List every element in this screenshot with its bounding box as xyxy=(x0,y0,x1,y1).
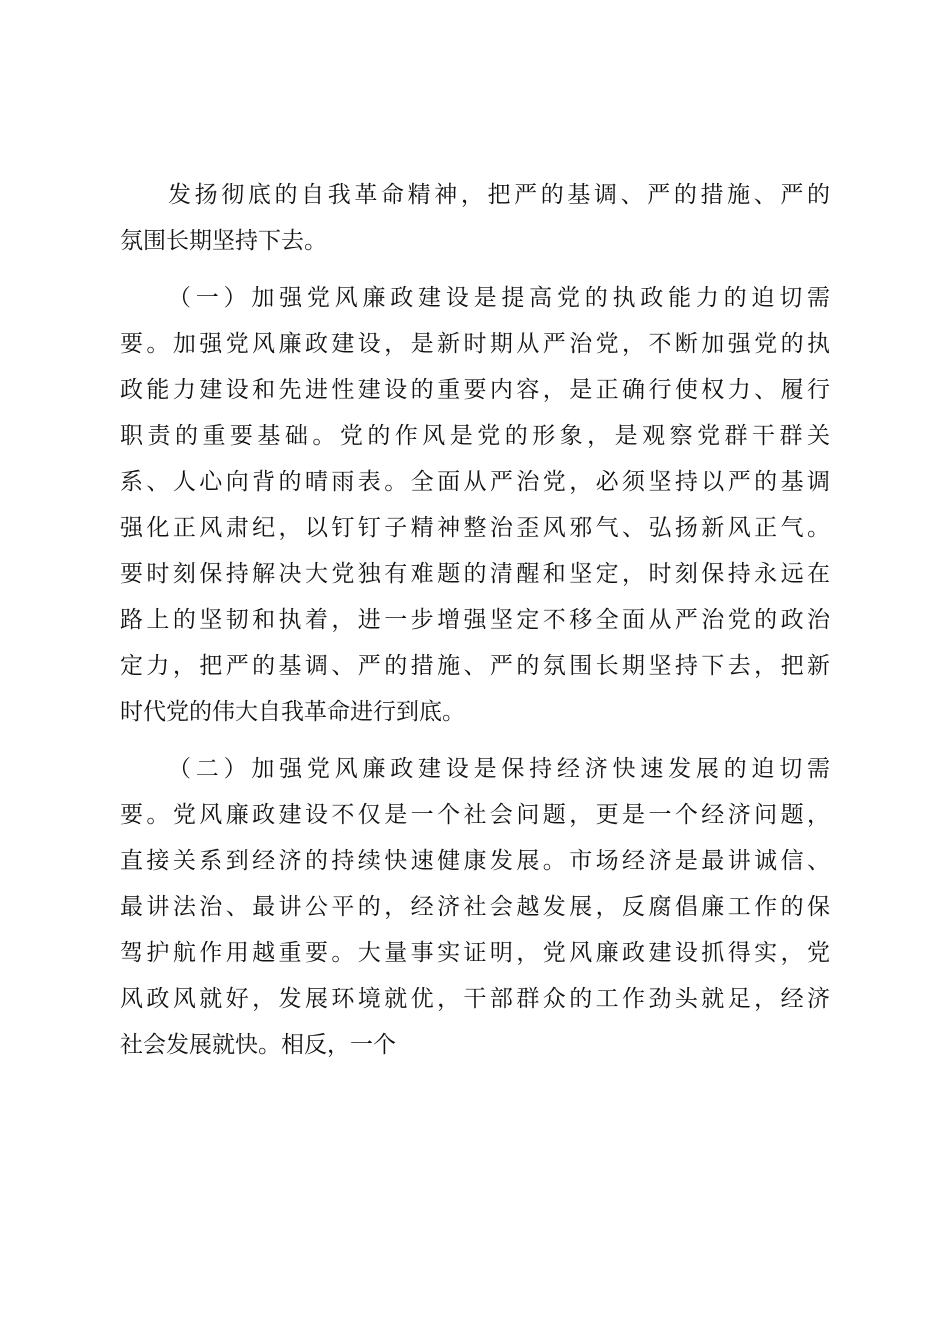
text-line: 要时刻保持解决大党独有难题的清醒和坚定，时刻保持永远在 xyxy=(120,561,830,587)
text-line: 定力，把严的基调、严的措施、严的氛围长期坚持下去，把新 xyxy=(120,653,830,679)
text-line: 直接关系到经济的持续快速健康发展。市场经济是最讲诚信、 xyxy=(120,848,830,874)
text-line: 政能力建设和先进性建设的重要内容，是正确行使权力、履行 xyxy=(120,377,830,403)
text-line: 职责的重要基础。党的作风是党的形象，是观察党群干群关 xyxy=(120,423,830,449)
text-line: 驾护航作用越重要。大量事实证明，党风廉政建设抓得实，党 xyxy=(120,940,830,966)
text-line: 系、人心向背的晴雨表。全面从严治党，必须坚持以严的基调 xyxy=(120,469,830,495)
text-line: 风政风就好，发展环境就优，干部群众的工作劲头就足，经济 xyxy=(120,986,830,1012)
section-heading-line: （二）加强党风廉政建设是保持经济快速发展的迫切需 xyxy=(168,756,830,782)
text-line: 最讲法治、最讲公平的，经济社会越发展，反腐倡廉工作的保 xyxy=(120,894,830,920)
text-line: 时代党的伟大自我革命进行到底。 xyxy=(120,699,465,725)
text-line: 氛围长期坚持下去。 xyxy=(120,228,327,254)
text-line: 发扬彻底的自我革命精神，把严的基调、严的措施、严的 xyxy=(168,182,830,208)
text-line: 强化正风肃纪，以钉钉子精神整治歪风邪气、弘扬新风正气。 xyxy=(120,515,830,541)
text-line: 社会发展就快。相反，一个 xyxy=(120,1032,396,1058)
section-heading-line: （一）加强党风廉政建设是提高党的执政能力的迫切需 xyxy=(168,285,830,311)
text-line: 要。党风廉政建设不仅是一个社会问题，更是一个经济问题， xyxy=(120,802,830,828)
text-line: 要。加强党风廉政建设，是新时期从严治党，不断加强党的执 xyxy=(120,331,830,357)
text-line: 路上的坚韧和执着，进一步增强坚定不移全面从严治党的政治 xyxy=(120,607,830,633)
